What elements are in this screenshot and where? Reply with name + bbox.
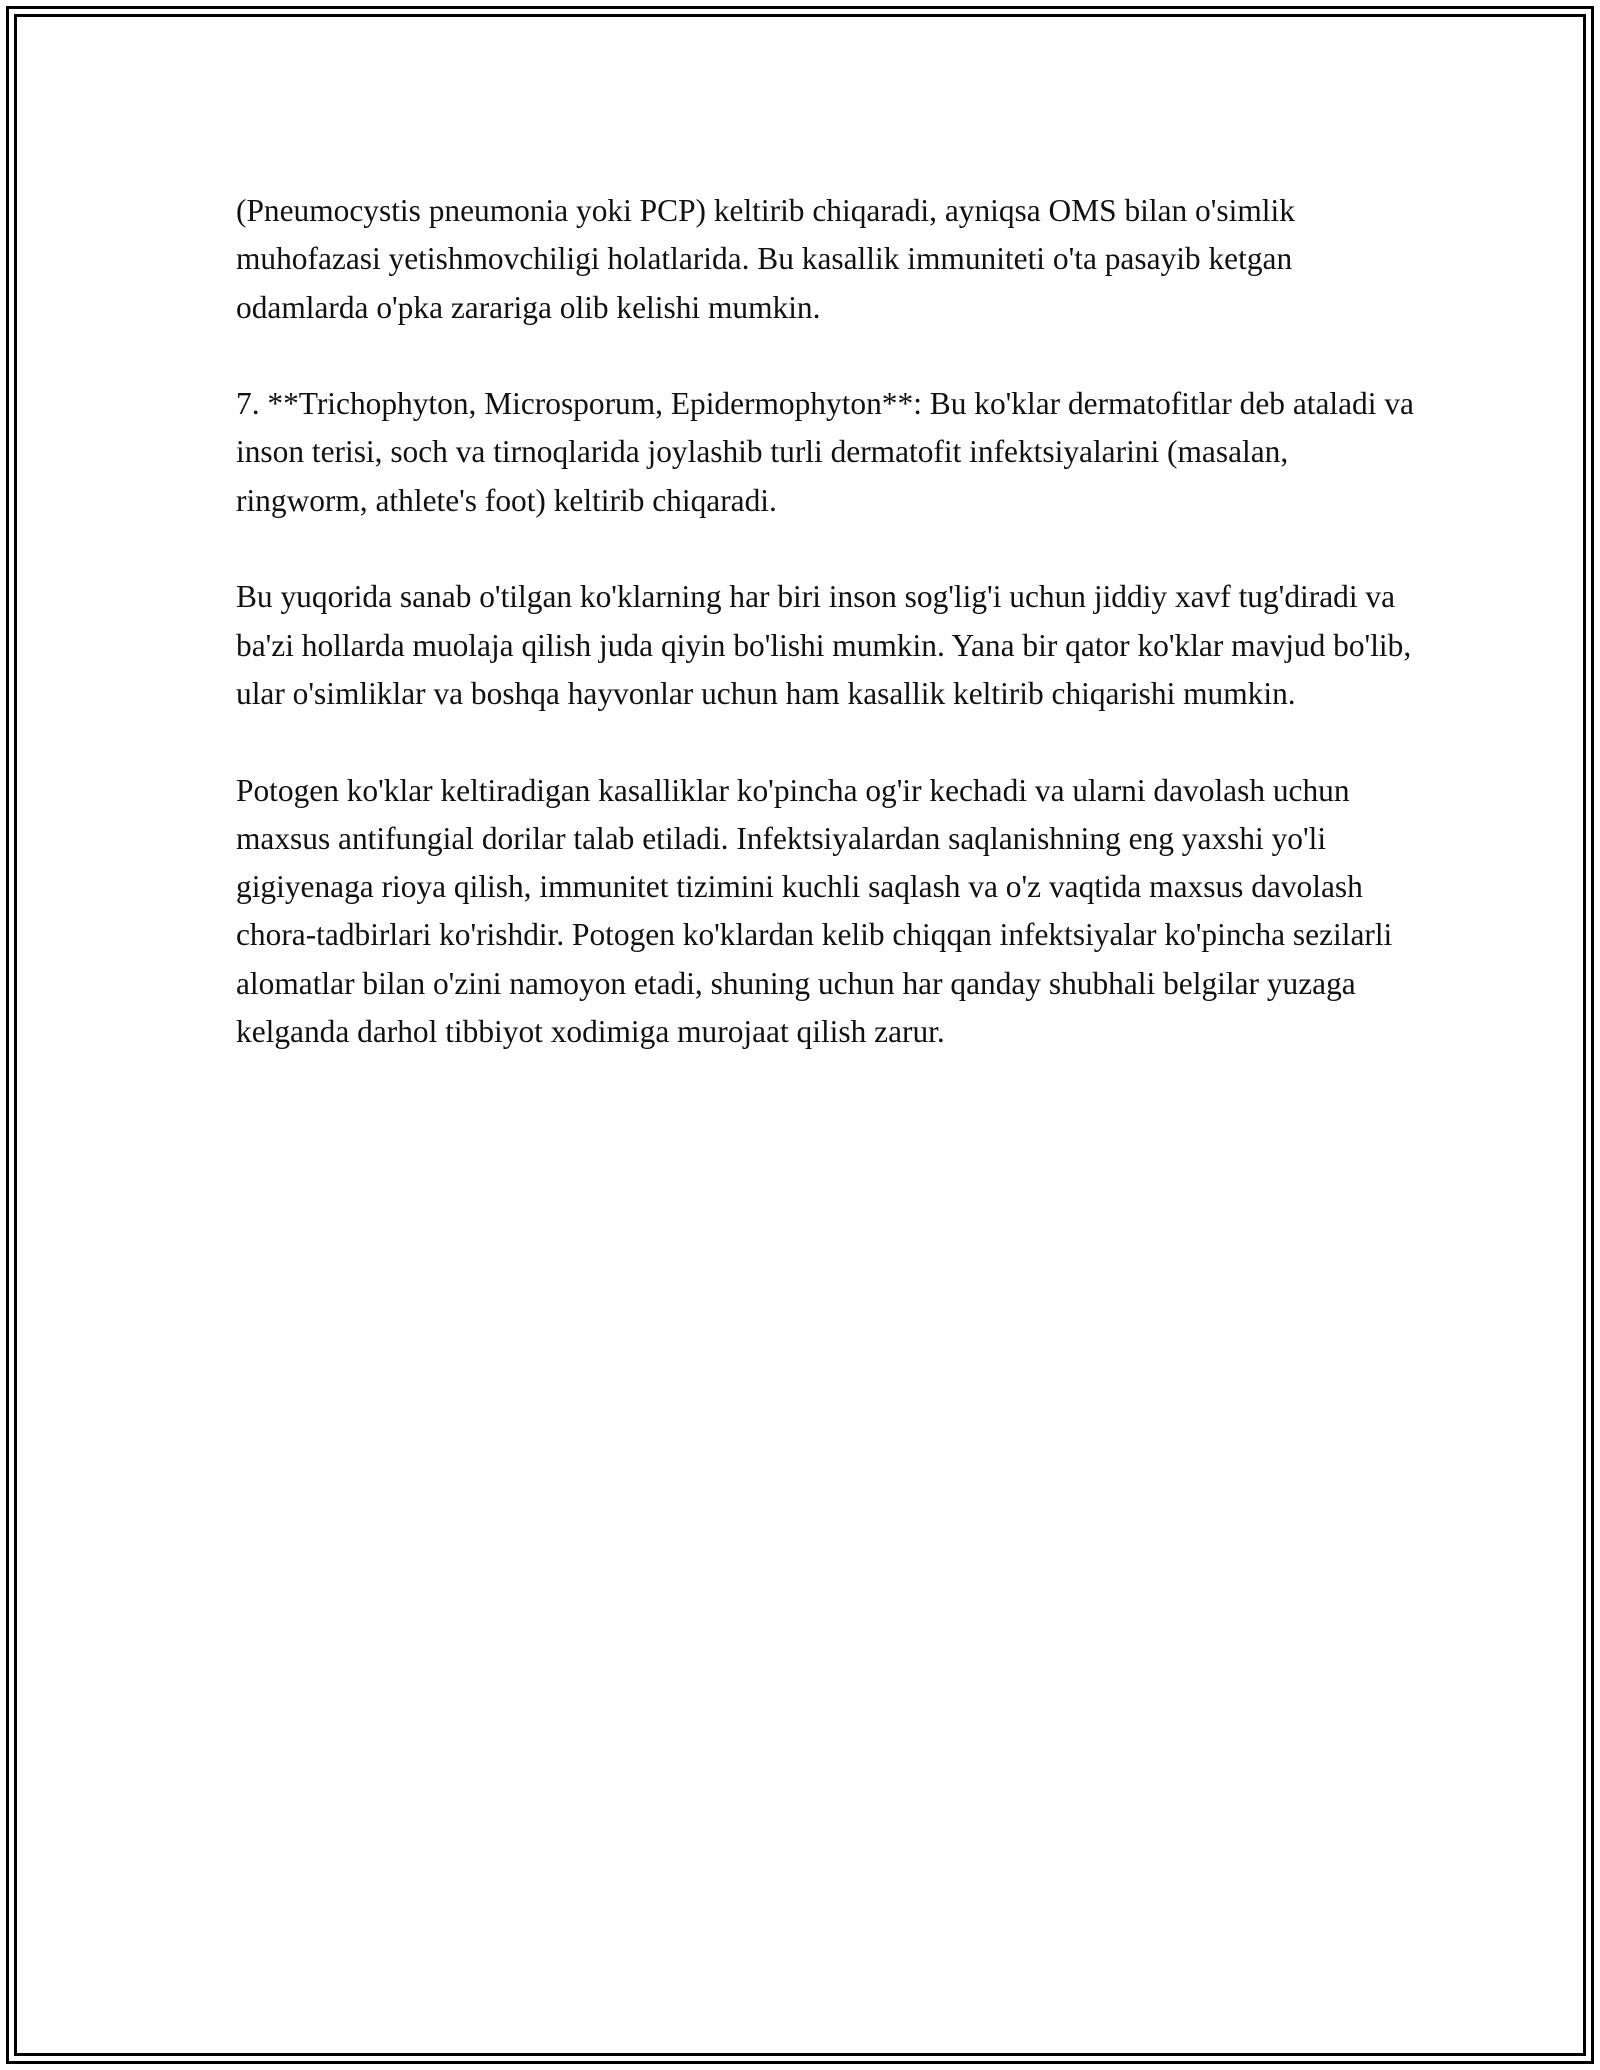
paragraph-health-risk: Bu yuqorida sanab o'tilgan ko'klarning har biri inson sog'lig'i uchun jiddiy xavf tug'diradi va ba'zi hollarda muolaja qilish juda qiyin bo'lishi mumkin. Yana bir qator ko'klar mavjud bo'lib, ular o'simliklar va boshqa hayvonlar uchun ham kasallik keltirib chiqarishi mumkin. (236, 579, 1412, 711)
paragraph-dermatophytes: 7. **Trichophyton, Microsporum, Epidermophyton**: Bu ko'klar dermatofitlar deb ataladi va inson terisi, soch va tirnoqlarida joylashib turli dermatofit infektsiyalarini (masalan, ringworm, athlete's foot) keltirib chiqaradi. (236, 386, 1414, 518)
paragraph-treatment: Potogen ko'klar keltiradigan kasalliklar ko'pincha og'ir kechadi va ularni davolash uchun maxsus antifungial dorilar talab etiladi. Infektsiyalardan saqlanishning eng yaxshi yo'li gigiyenaga rioya qilish, immunitet tizimini kuchli saqlash va o'z vaqtida maxsus davolash chora-tadbirlari ko'rishdir. Potogen ko'klardan kelib chiqqan infektsiyalar ko'pincha sezilarli alomatlar bilan o'zini namoyon etadi, shuning uchun har qanday shubhali belgilar yuzaga kelganda darhol tibbiyot xodimiga murojaat qilish zarur. (236, 772, 1393, 1050)
document-body (236, 187, 1416, 1105)
paragraph-pneumocystis: (Pneumocystis pneumonia yoki PCP) keltirib chiqaradi, ayniqsa OMS bilan o'simlik muhofazasi yetishmovchiligi holatlarida. Bu kasallik immuniteti o'ta pasayib ketgan odamlarda o'pka zarariga olib kelishi mumkin. (236, 193, 1295, 325)
